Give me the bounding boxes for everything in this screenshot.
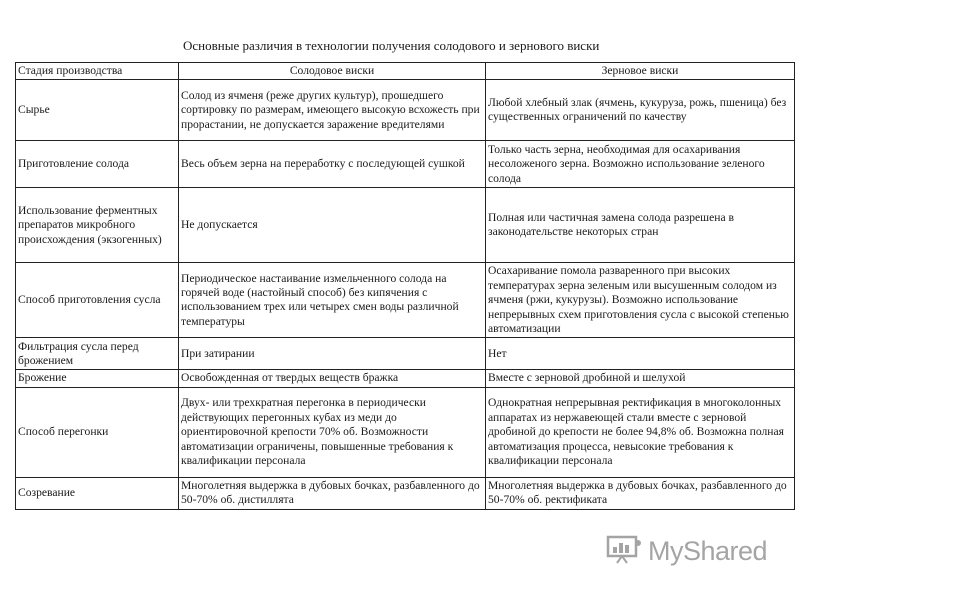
table-row [16,188,795,263]
malt-cell: При затирании [179,338,486,370]
malt-cell: Периодическое настаивание измельченного солода на горячей воде (настойный способ) без кипячения с использованием трех или четырех смен воды различной температуры [179,263,486,338]
table-row [16,387,795,477]
grain-cell: Однократная непрерывная ректификация в многоколонных аппаратах из нержавеющей стали вместе с зерновой дробиной до крепости не более 94,8% об. Возможна полная автоматизация процесса, невысокие требования к квалификации персонала [486,387,795,477]
header-malt-whisky: Солодовое виски [179,63,486,80]
malt-cell: Солод из ячменя (реже других культур), прошедшего сортировку по размерам, имеющего высокую всхожесть при прорастании, не допускается заражение вредителями [179,80,486,141]
stage-cell: Приготовление солода [16,141,179,188]
table-row [16,370,795,387]
stage-cell: Использование ферментных препаратов микробного происхождения (экзогенных) [16,188,179,263]
grain-cell: Любой хлебный злак (ячмень, кукуруза, рожь, пшеница) без существенных ограничений по качеству [486,80,795,141]
presentation-board-icon [606,534,642,569]
header-stage: Стадия производства [16,63,179,80]
malt-cell: Многолетняя выдержка в дубовых бочках, разбавленного до 50-70% об. дистиллята [179,477,486,509]
document-title: Основные различия в технологии получения солодового и зернового виски [183,38,600,53]
watermark-text: MyShared [648,536,768,566]
stage-cell: Сырье [16,80,179,141]
malt-cell: Не допускается [179,188,486,263]
grain-cell: Полная или частичная замена солода разрешена в законодательстве некоторых стран [486,188,795,263]
malt-cell: Весь объем зерна на переработку с последующей сушкой [179,141,486,188]
stage-cell: Способ перегонки [16,387,179,477]
grain-cell: Многолетняя выдержка в дубовых бочках, разбавленного до 50-70% об. ректификата [486,477,795,509]
grain-cell: Осахаривание помола разваренного при высоких температурах зерна зеленым или высушенным солодом из ячменя (ржи, кукурузы). Возможно использование непрерывных схем приготовления сусла с высокой степенью автоматизации [486,263,795,338]
comparison-table [15,62,795,510]
grain-cell: Вместе с зерновой дробиной и шелухой [486,370,795,387]
table-header-row [16,63,795,80]
myshared-watermark [606,534,767,569]
stage-cell: Фильтрация сусла перед брожением [16,338,179,370]
stage-cell: Брожение [16,370,179,387]
table-row [16,338,795,370]
table-row [16,263,795,338]
grain-cell: Нет [486,338,795,370]
table-row [16,477,795,509]
table-row [16,141,795,188]
table-row [16,80,795,141]
stage-cell: Созревание [16,477,179,509]
stage-cell: Способ приготовления сусла [16,263,179,338]
grain-cell: Только часть зерна, необходимая для осахаривания несоложеного зерна. Возможно использование зеленого солода [486,141,795,188]
malt-cell: Двух- или трехкратная перегонка в периодически действующих перегонных кубах из меди до ориентировочной крепости 70% об. Возможности автоматизации ограничены, повышенные требования к квалификации персонала [179,387,486,477]
malt-cell: Освобожденная от твердых веществ бражка [179,370,486,387]
header-grain-whisky: Зерновое виски [486,63,795,80]
